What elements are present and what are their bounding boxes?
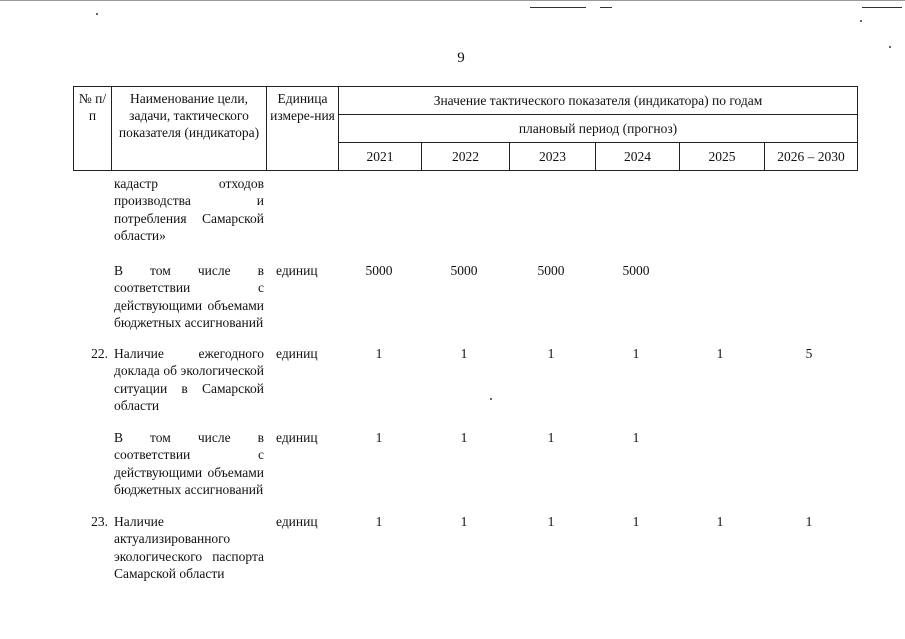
scan-mark [889, 46, 891, 48]
scan-mark [530, 7, 586, 8]
row-value: 1 [547, 514, 555, 529]
header-period-title: плановый период (прогноз) [339, 115, 858, 143]
header-year: 2023 [510, 143, 596, 171]
row-value: 1 [460, 346, 468, 361]
row-value: 1 [375, 346, 383, 361]
scan-mark [600, 7, 612, 8]
row-number: 22. [91, 346, 108, 361]
header-values-title: Значение тактического показателя (индикатора) по годам [339, 87, 858, 115]
header-name-cell: Наименование цели, задачи, тактического показателя (индикатора) [112, 87, 267, 171]
row-value: 1 [805, 514, 813, 529]
header-year: 2025 [680, 143, 765, 171]
row-unit: единиц [276, 346, 318, 361]
row-value: 1 [716, 514, 724, 529]
scan-mark [862, 7, 902, 8]
header-number-cell: № п/п [74, 87, 112, 171]
row-value: 1 [460, 514, 468, 529]
row-number: 23. [91, 514, 108, 529]
row-value: 1 [632, 514, 640, 529]
header-year: 2024 [596, 143, 680, 171]
row-description: кадастр отходов производства и потребления Самарской области» [114, 176, 264, 243]
header-year: 2022 [422, 143, 510, 171]
row-value: 1 [547, 430, 555, 445]
header-year: 2021 [339, 143, 422, 171]
row-description: В том числе в соответствии с действующими объемами бюджетных ассигнований [114, 263, 264, 330]
row-unit: единиц [276, 514, 318, 529]
page-number: 9 [457, 50, 465, 66]
row-value: 5000 [537, 263, 565, 278]
row-value: 1 [375, 514, 383, 529]
header-unit-cell: Единица измере-ния [267, 87, 339, 171]
scan-mark [860, 20, 862, 22]
row-value: 5000 [622, 263, 650, 278]
indicator-table-header [73, 86, 858, 171]
scan-mark [96, 13, 98, 15]
scan-mark [490, 398, 492, 400]
row-value: 5000 [365, 263, 393, 278]
row-value: 1 [547, 346, 555, 361]
row-value: 1 [716, 346, 724, 361]
row-unit: единиц [276, 430, 318, 445]
row-value: 1 [632, 346, 640, 361]
row-value: 1 [375, 430, 383, 445]
row-value: 5 [805, 346, 813, 361]
row-description: Наличие ежегодного доклада об экологической ситуации в Самарской области [114, 346, 264, 413]
row-description: В том числе в соответствии с действующими объемами бюджетных ассигнований [114, 430, 264, 497]
row-unit: единиц [276, 263, 318, 278]
row-value: 1 [460, 430, 468, 445]
scan-mark [0, 0, 905, 1]
row-value: 5000 [450, 263, 478, 278]
header-year: 2026 – 2030 [765, 143, 858, 171]
row-description: Наличие актуализированного экологического паспорта Самарской области [114, 514, 264, 581]
row-value: 1 [632, 430, 640, 445]
